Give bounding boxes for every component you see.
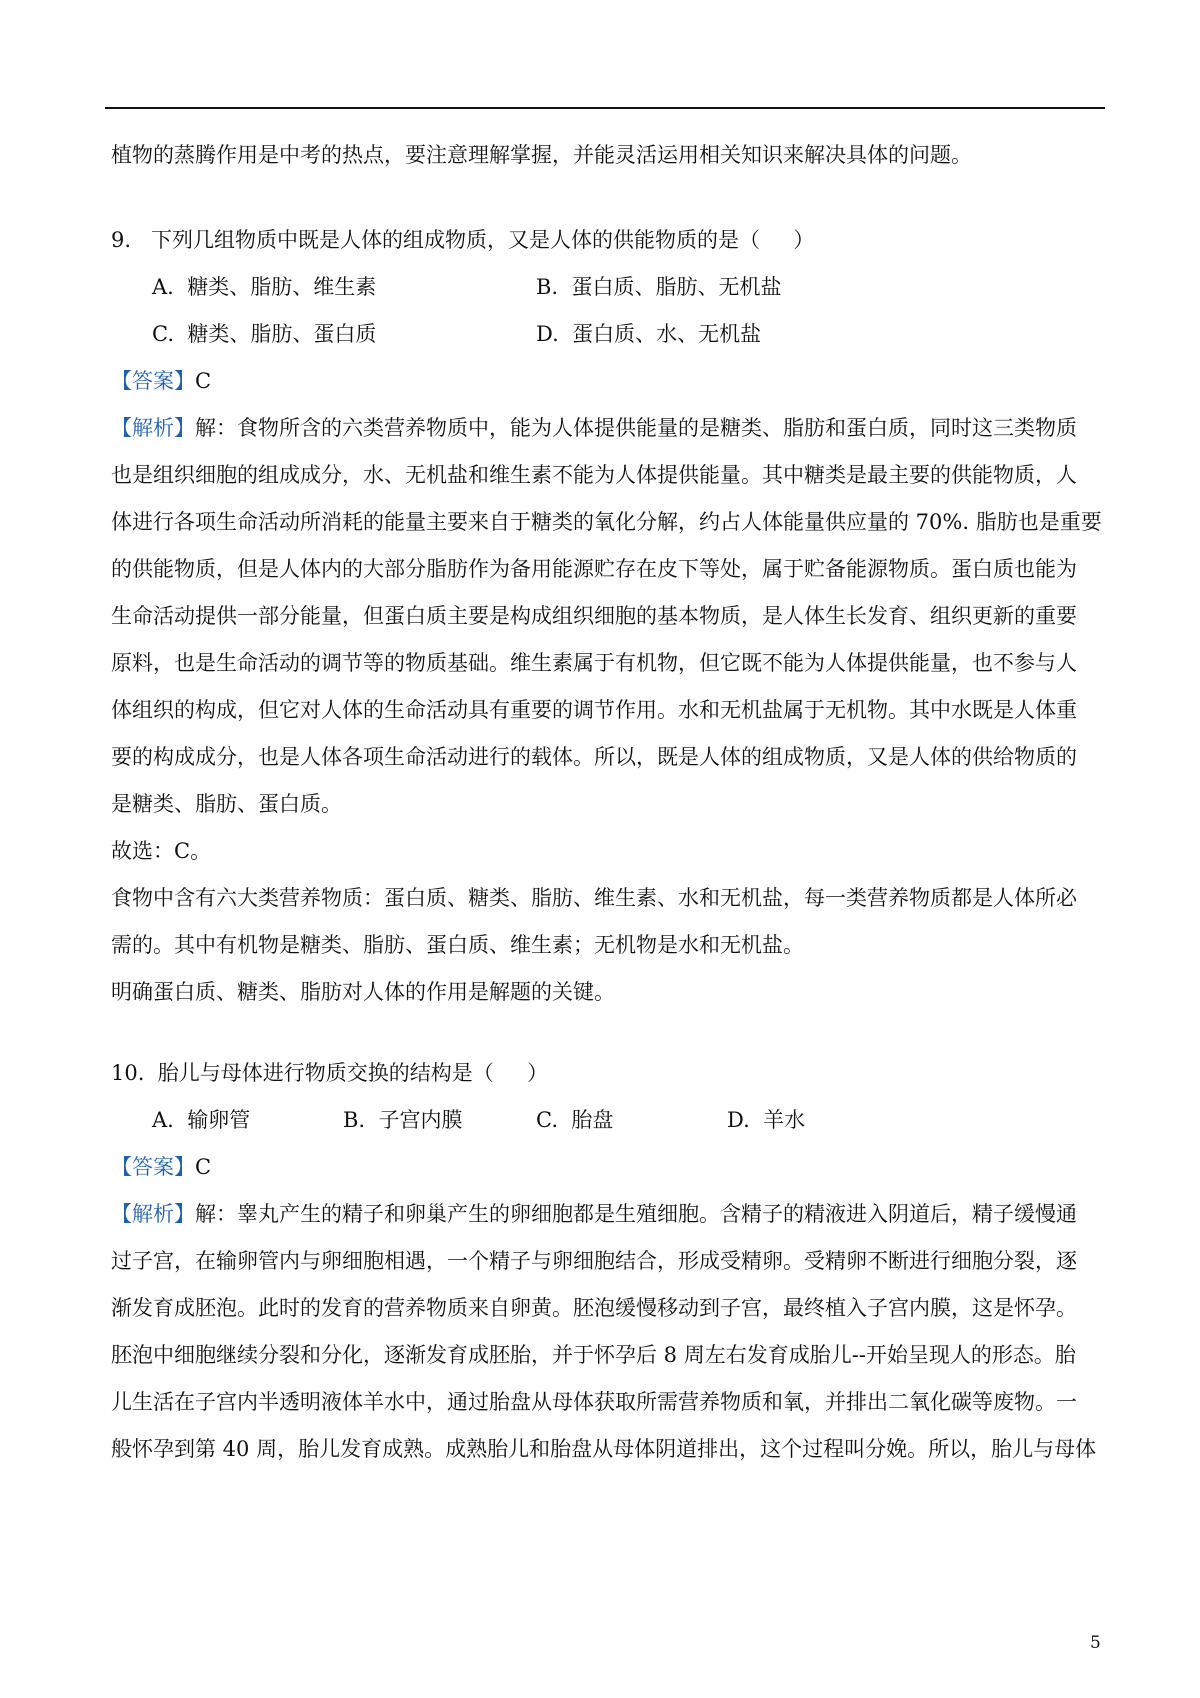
q9-answer-value: C (195, 369, 212, 393)
q10-option-a: A. 输卵管 (152, 1108, 251, 1132)
q10-answer (111, 1152, 211, 1182)
q9-key-point: 明确蛋白质、糖类、脂肪对人体的作用是解题的关键。 (111, 980, 615, 1004)
q10-analysis-line: 般怀孕到第 40 周，胎儿发育成熟。成熟胎儿和胎盘从母体阴道排出，这个过程叫分娩。所以，胎儿与母体 (111, 1437, 1097, 1461)
q9-analysis-line: 原料，也是生命活动的调节等的物质基础。维生素属于有机物，但它既不能为人体提供能量，也不参与人 (111, 651, 1077, 675)
q9-summary-line: 食物中含有六大类营养物质：蛋白质、糖类、脂肪、维生素、水和无机盐，每一类营养物质都是人体所必 (111, 886, 1077, 910)
q10-option-b: B. 子宫内膜 (343, 1108, 463, 1132)
q9-analysis-line: 生命活动提供一部分能量，但蛋白质主要是构成组织细胞的基本物质，是人体生长发育、组织更新的重要 (111, 604, 1077, 628)
q9-analysis-line: 要的构成成分，也是人体各项生命活动进行的载体。所以，既是人体的组成物质，又是人体的供给物质的 (111, 745, 1077, 769)
q9-analysis-line (111, 413, 1077, 443)
header-rule (105, 107, 1105, 109)
q9-analysis-line: 也是组织细胞的组成成分，水、无机盐和维生素不能为人体提供能量。其中糖类是最主要的供能物质，人 (111, 463, 1077, 487)
q9-answer (111, 366, 211, 396)
q9-analysis-line: 体进行各项生命活动所消耗的能量主要来自于糖类的氧化分解，约占人体能量供应量的 70%. 脂肪也是重要 (111, 510, 1102, 534)
q10-option-d: D. 羊水 (727, 1108, 806, 1132)
q9-stem: 9. 下列几组物质中既是人体的组成物质，又是人体的供能物质的是（ ） (111, 228, 815, 252)
q10-analysis-line: 儿生活在子宫内半透明液体羊水中，通过胎盘从母体获取所需营养物质和氧，并排出二氧化碳等废物。一 (111, 1390, 1077, 1414)
q10-analysis-line: 过子宫，在输卵管内与卵细胞相遇，一个精子与卵细胞结合，形成受精卵。受精卵不断进行细胞分裂，逐 (111, 1249, 1077, 1273)
q9-answer-tag: 【答案】 (111, 369, 195, 393)
q9-option-d: D. 蛋白质、水、无机盐 (536, 322, 762, 346)
q10-answer-tag: 【答案】 (111, 1155, 195, 1179)
q10-analysis-line (111, 1199, 1077, 1229)
q10-option-c: C. 胎盘 (536, 1108, 614, 1132)
intro-line: 植物的蒸腾作用是中考的热点，要注意理解掌握，并能灵活运用相关知识来解决具体的问题。 (111, 143, 972, 167)
q10-analysis-line: 渐发育成胚泡。此时的发育的营养物质来自卵黄。胚泡缓慢移动到子宫，最终植入子宫内膜，这是怀孕。 (111, 1296, 1077, 1320)
page-number: 5 (1090, 1633, 1101, 1653)
q10-answer-value: C (195, 1155, 212, 1179)
q9-analysis-line: 的供能物质，但是人体内的大部分脂肪作为备用能源贮存在皮下等处，属于贮备能源物质。蛋白质也能为 (111, 557, 1077, 581)
q10-analysis-text: 解：睾丸产生的精子和卵巢产生的卵细胞都是生殖细胞。含精子的精液进入阴道后，精子缓慢通 (195, 1202, 1077, 1226)
q9-analysis-text: 解：食物所含的六类营养物质中，能为人体提供能量的是糖类、脂肪和蛋白质，同时这三类物质 (195, 416, 1077, 440)
q10-analysis-tag: 【解析】 (111, 1202, 195, 1226)
q9-option-a: A. 糖类、脂肪、维生素 (152, 275, 377, 299)
q9-choice-line: 故选：C。 (111, 839, 212, 863)
q9-option-c: C. 糖类、脂肪、蛋白质 (152, 322, 377, 346)
q10-stem: 10. 胎儿与母体进行物质交换的结构是（ ） (111, 1061, 549, 1085)
q9-summary-line: 需的。其中有机物是糖类、脂肪、蛋白质、维生素；无机物是水和无机盐。 (111, 933, 804, 957)
q10-analysis-line: 胚泡中细胞继续分裂和分化，逐渐发育成胚胎，并于怀孕后 8 周左右发育成胎儿--开始呈现人的形态。胎 (111, 1343, 1076, 1367)
q9-analysis-tag: 【解析】 (111, 416, 195, 440)
q9-option-b: B. 蛋白质、脂肪、无机盐 (536, 275, 782, 299)
q9-analysis-line: 是糖类、脂肪、蛋白质。 (111, 792, 342, 816)
q9-analysis-line: 体组织的构成，但它对人体的生命活动具有重要的调节作用。水和无机盐属于无机物。其中水既是人体重 (111, 698, 1077, 722)
